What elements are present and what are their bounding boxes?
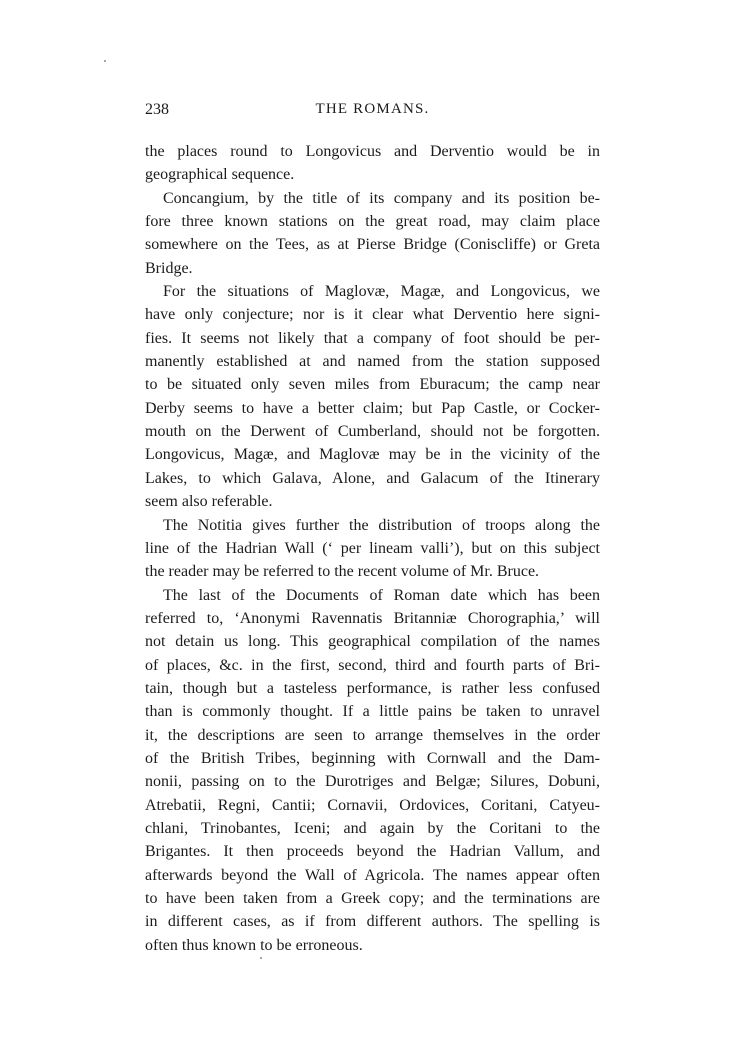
text-line: Bridge. [145, 259, 193, 277]
text-line: mouth on the Derwent of Cumberland, should not be forgotten. [145, 423, 600, 441]
text-line: seem also referable. [145, 493, 273, 511]
text-line: the places round to Longovicus and Derventio would be in [145, 143, 600, 160]
text-line: line of the Hadrian Wall (‘ per lineam valli’), but on this subject [145, 539, 600, 557]
text-line: manently established at and named from the station supposed [145, 353, 600, 371]
text-line: Longovicus, Magæ, and Maglovæ may be in the vicinity of the [145, 446, 600, 464]
text-line: somewhere on the Tees, as at Pierse Bridge (Coniscliffe) or Greta [145, 236, 600, 254]
page-header [145, 101, 600, 125]
text-line: The Notitia gives further the distribution of troops along the [163, 516, 600, 534]
text-line: not detain us long. This geographical compilation of the names [145, 633, 600, 651]
page-number: 238 [145, 101, 169, 118]
text-line: of the British Tribes, beginning with Cornwall and the Dam- [145, 749, 600, 767]
paragraph [145, 140, 600, 187]
paper-speck [260, 957, 262, 959]
text-line: fore three known stations on the great road, may claim place [145, 213, 600, 231]
text-line: Concangium, by the title of its company and its position be- [163, 189, 600, 207]
text-line: The last of the Documents of Roman date which has been [163, 586, 600, 604]
running-head: THE ROMANS. [315, 101, 430, 117]
text-line: have only conjecture; nor is it clear what Derventio here signi- [145, 306, 600, 324]
text-line: fies. It seems not likely that a company of foot should be per- [145, 329, 600, 347]
text-line: nonii, passing on to the Durotriges and Belgæ; Silures, Dobuni, [145, 773, 600, 791]
text-line: chlani, Trinobantes, Iceni; and again by the Coritani to the [145, 819, 600, 837]
text-line: in different cases, as if from different authors. The spelling is [145, 913, 600, 931]
text-line: afterwards beyond the Wall of Agricola. The names appear often [145, 866, 600, 884]
paragraph [145, 187, 600, 280]
body-text [145, 140, 600, 957]
text-line: the reader may be referred to the recent volume of Mr. Bruce. [145, 563, 540, 581]
paragraph [145, 584, 600, 958]
paper-speck [104, 60, 106, 62]
text-line: of places, &c. in the first, second, third and fourth parts of Bri- [145, 656, 600, 674]
text-line: often thus known to be erroneous. [145, 936, 363, 954]
text-line: Lakes, to which Galava, Alone, and Galacum of the Itinerary [145, 469, 600, 487]
text-line: to have been taken from a Greek copy; and the terminations are [145, 890, 600, 907]
text-line: referred to, ‘Anonymi Ravennatis Britanniæ Chorographia,’ will [145, 609, 600, 627]
text-line: to be situated only seven miles from Eburacum; the camp near [145, 376, 600, 394]
text-line: Brigantes. It then proceeds beyond the Hadrian Vallum, and [145, 843, 600, 861]
paragraph [145, 514, 600, 584]
text-line: Derby seems to have a better claim; but Pap Castle, or Cocker- [145, 399, 600, 417]
text-line: it, the descriptions are seen to arrange themselves in the order [145, 726, 600, 744]
text-line: geographical sequence. [145, 166, 295, 184]
paragraph [145, 280, 600, 513]
text-line: For the situations of Maglovæ, Magæ, and Longovicus, we [163, 283, 600, 301]
text-line: than is commonly thought. If a little pains be taken to unravel [145, 703, 600, 721]
text-line: tain, though but a tasteless performance, is rather less confused [145, 679, 600, 697]
text-line: Atrebatii, Regni, Cantii; Cornavii, Ordovices, Coritani, Catyeu- [145, 796, 600, 814]
